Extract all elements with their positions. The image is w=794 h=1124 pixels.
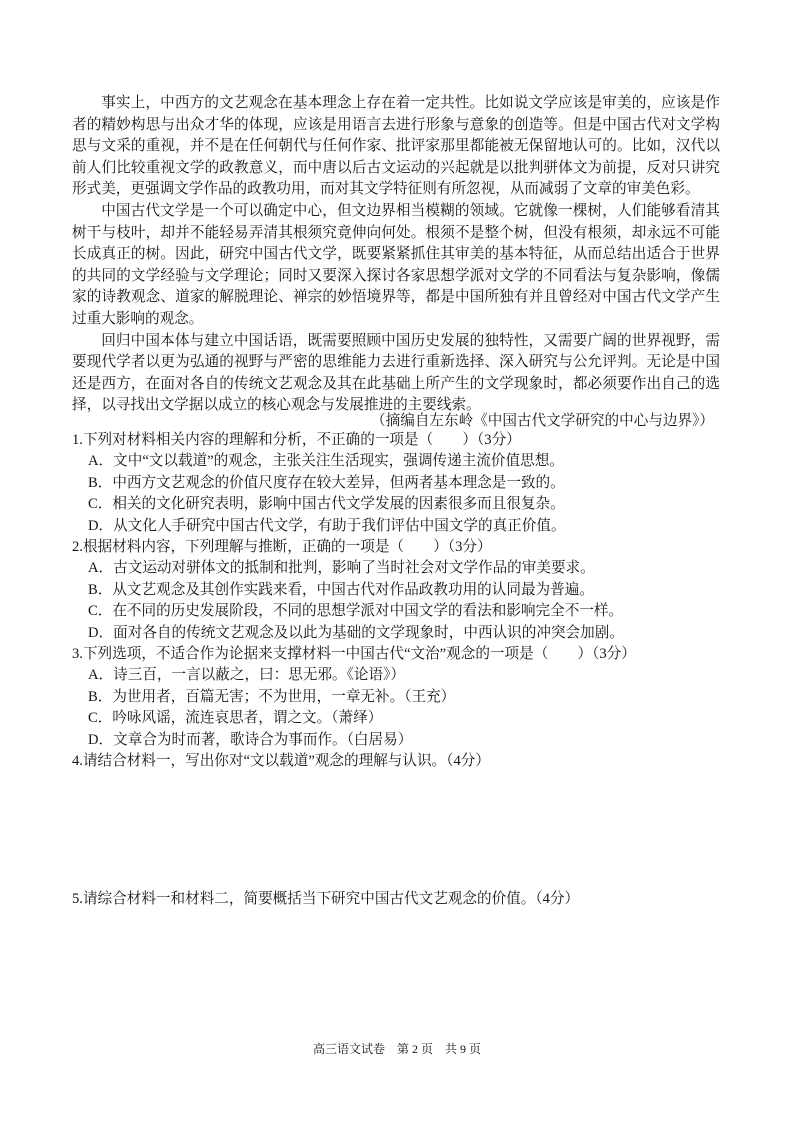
question-1 [72,430,720,537]
option-d: D．从文化人手研究中国古代文学，有助于我们评估中国文学的真正价值。 [88,517,566,534]
question-4 [72,751,720,772]
passage-paragraph-3: 回归中国本体与建立中国话语，既需要照顾中国历史发展的独特性，又需要广阔的世界视野，需要现代学者以更为弘通的视野与严密的思维能力去进行重新选择、深入研究与公允评判。无论是中国还是西方，在面对各自的传统文艺观念及其在此基础上所产生的文学现象时，都必须要作出自己的选择，以寻找出文学据以成立的核心观念与发展推进的主要线索。 [72,331,720,414]
question-stem: 2.根据材料内容，下列理解与推断，正确的一项是（ ）（3分） [72,539,492,556]
passage-paragraph-1: 事实上，中西方的文艺观念在基本理念上存在着一定共性。比如说文学应该是审美的，应该是作者的精妙构思与出众才华的体现，应该是用语言去进行形象与意象的创造等。但是中国古代对文学构思与文采的重视，并不是在任何朝代与任何作家、批评家那里都能被无保留地认可的。比如，汉代以前人们比较重视文学的政教意义，而中唐以后古文运动的兴起就是以批判骈体文为前提，反对只讲究形式美，更强调文学作品的政教功用，而对其文学特征则有所忽视，从而减弱了文章的审美色彩。 [72,94,720,198]
option-b: B．中西方文艺观念的价值尺度存在较大差异，但两者基本理念是一致的。 [88,474,565,491]
option-c: C．相关的文化研究表明，影响中国古代文学发展的因素很多而且很复杂。 [88,496,565,513]
option-d: D．面对各自的传统文艺观念及以此为基础的文学现象时，中西认识的冲突会加剧。 [88,624,624,641]
question-stem: 4.请结合材料一，写出你对“文以载道”观念的理解与认识。（4分） [72,753,490,770]
question-stem: 3.下列选项，不适合作为论据来支撑材料一中国古代“文治”观念的一项是（ ）（3分） [72,646,636,663]
option-c: C．在不同的历史发展阶段，不同的思想学派对中国文学的看法和影响完全不一样。 [88,603,624,620]
question-3 [72,644,720,751]
passage-source: （摘编自左东岭《中国古代文学研究的中心与边界》） [371,412,714,429]
passage-paragraph-2: 中国古代文学是一个可以确定中心，但文边界相当模糊的领域。它就像一棵树，人们能够看清其树干与枝叶，却并不能轻易弄清其根须究竟伸向何处。根须不是整个树，但没有根须，却永远不可能长成真正的树。因此，研究中国古代文学，既要紧紧抓住其审美的基本特征，从而总结出适合于世界的共同的文学经验与文学理论；同时又要深入探讨各家思想学派对文学的不同看法与复杂影响，像儒家的诗教观念、道家的解脱理论、禅宗的妙悟境界等，都是中国所独有并且曾经对中国古代文学产生过重大影响的观念。 [72,201,720,327]
option-a: A．古文运动对骈体文的抵制和批判，影响了当时社会对文学作品的审美要求。 [88,560,595,577]
option-b: B．从文艺观念及其创作实践来看，中国古代对作品政教功用的认同最为普遍。 [88,581,594,598]
option-a: A．诗三百，一言以蔽之，曰：思无邪。《论语》） [88,667,406,684]
reading-passage [72,92,720,416]
page-footer: 高三语文试卷 第 2 页 共 9 页 [312,1042,481,1056]
question-5: 5.请综合材料一和材料二，简要概括当下研究中国古代文艺观念的价值。（4分） [72,891,580,907]
option-a: A．文中“文以载道”的观念，主张关注生活现实，强调传递主流价值思想。 [88,453,564,470]
option-d: D．文章合为时而著，歌诗合为事而作。（白居易） [88,731,413,748]
question-2 [72,537,720,644]
question-stem: 1.下列对材料相关内容的理解和分析，不正确的一项是（ ）（3分） [72,432,521,448]
option-c: C．吟咏风谣，流连哀思者，谓之文。（萧绎） [88,710,383,727]
option-b: B．为世用者，百篇无害；不为世用，一章无补。（王充） [88,688,456,705]
question-list [72,430,720,773]
